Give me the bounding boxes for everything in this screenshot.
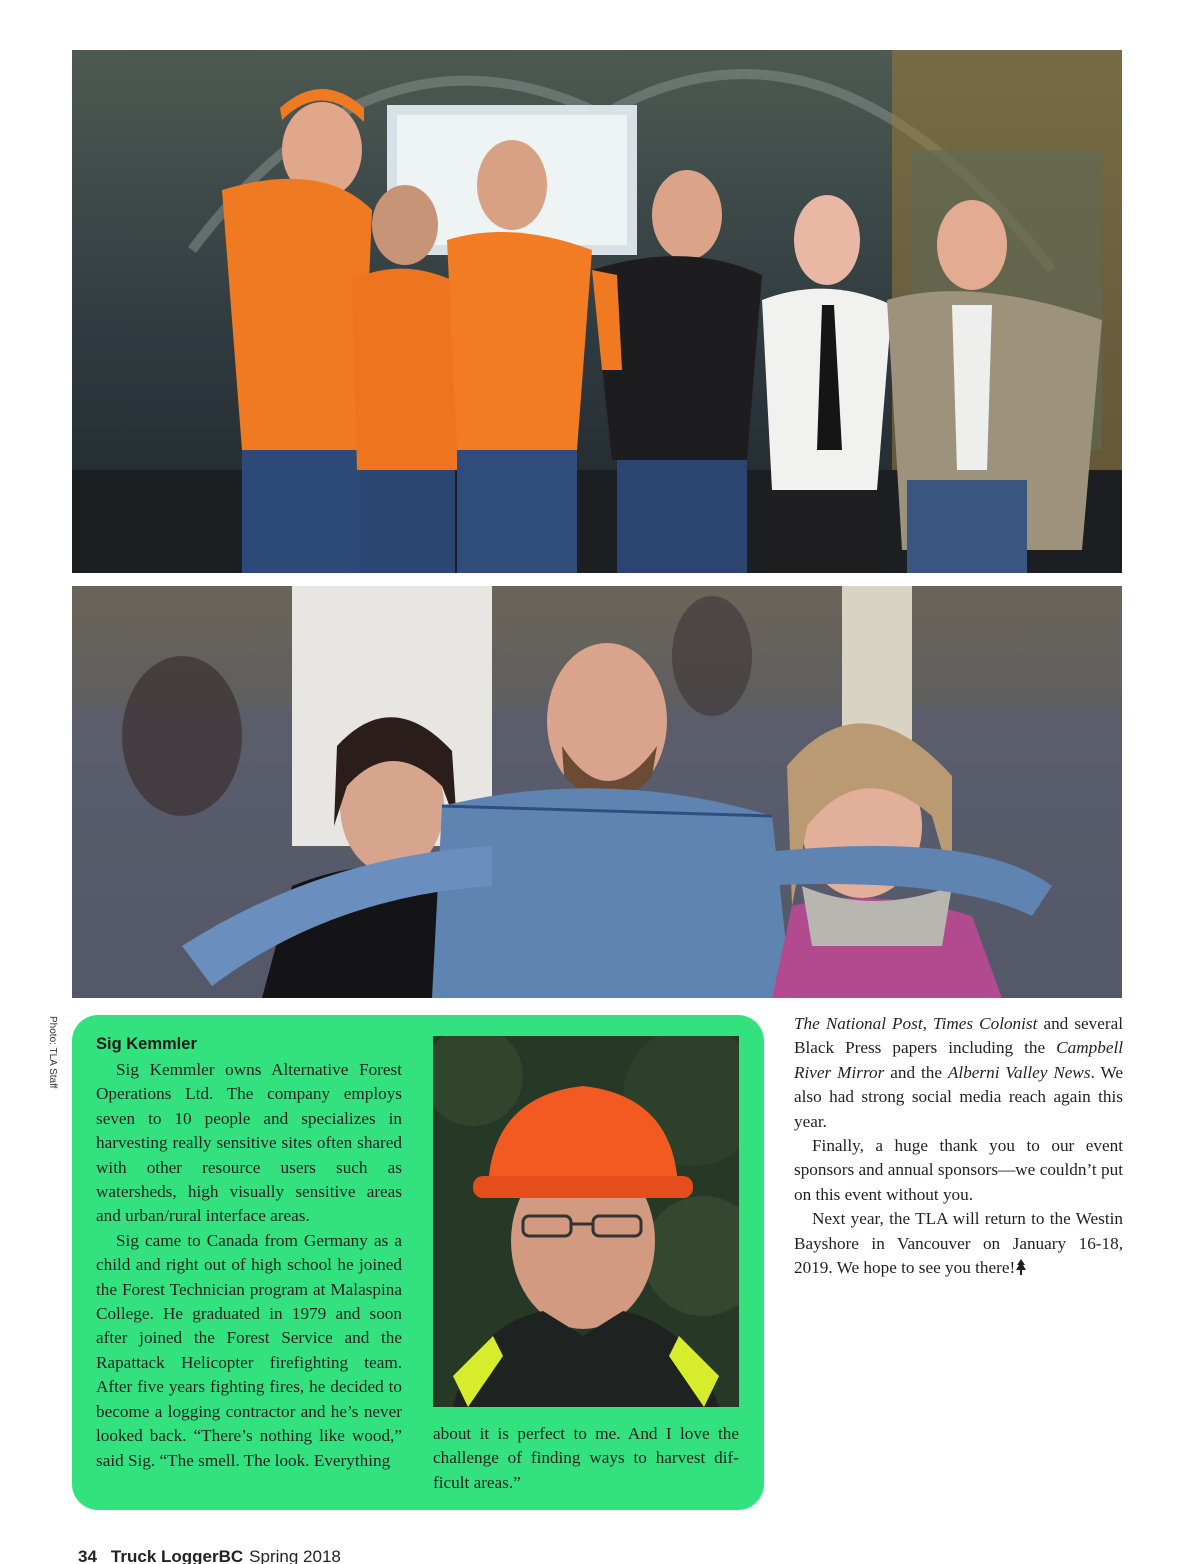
article-paragraph xyxy=(794,1012,1123,1134)
text-run: and several Black Press papers including the xyxy=(794,1014,1123,1058)
page-number: 34 xyxy=(78,1547,97,1564)
sidebar-paragraph-continued: about it is perfect to me. And I love the challenge of finding ways to harvest difficult areas.” xyxy=(433,1424,739,1492)
sidebar-column-1 xyxy=(96,1058,402,1473)
issue-label: Spring 2018 xyxy=(249,1547,341,1564)
publication-name: Alberni Valley News xyxy=(947,1062,1091,1082)
article-column xyxy=(794,1012,1123,1280)
text-run: . We also had strong social media reach again this year. xyxy=(794,1062,1123,1131)
portrait-photo xyxy=(433,1036,739,1407)
sidebar-column-2 xyxy=(433,1422,739,1495)
publication-names: The National Post, Times Colonist xyxy=(794,1014,1038,1033)
dinner-photo xyxy=(72,586,1122,998)
page-footer xyxy=(78,1547,341,1564)
text-run: and the xyxy=(884,1062,948,1082)
publication-name: Campbell River Mirror xyxy=(794,1038,1123,1082)
sidebar-title: Sig Kemmler xyxy=(96,1035,197,1053)
article-paragraph xyxy=(794,1207,1123,1280)
photo-credit: Photo: TLA Staff xyxy=(47,1016,58,1089)
article-paragraph: Finally, a huge thank you to our event sponsors and annual sponsors—we couldn’t put on this event without you. xyxy=(794,1136,1123,1204)
sidebar-paragraph: Sig came to Canada from Germany as a child and right out of high school he joined the Forest Technician program at Malaspina College. He graduated in 1979 and soon after joined the Forest Service and the Rapattack Helicopter firefighting team. After five years fighting fires, he decided to become a logging contractor and he’s never looked back. “There’s nothing like wood,” said Sig. “The smell. The look. Everything xyxy=(96,1230,402,1470)
tree-end-icon xyxy=(1015,1259,1027,1275)
group-photo xyxy=(72,50,1122,573)
text-run: Next year, the TLA will return to the Westin Bayshore in Vancouver on January 16-18, 2019. We hope to see you there! xyxy=(794,1209,1123,1278)
sidebar-paragraph: Sig Kemmler owns Alternative Forest Operations Ltd. The company employs seven to 10 people and specializes in harvesting really sensitive sites often shared with other resource users such as watersheds, high visually sensitive areas and urban/rural interface areas. xyxy=(96,1060,402,1226)
magazine-name: Truck LoggerBC xyxy=(110,1547,244,1564)
